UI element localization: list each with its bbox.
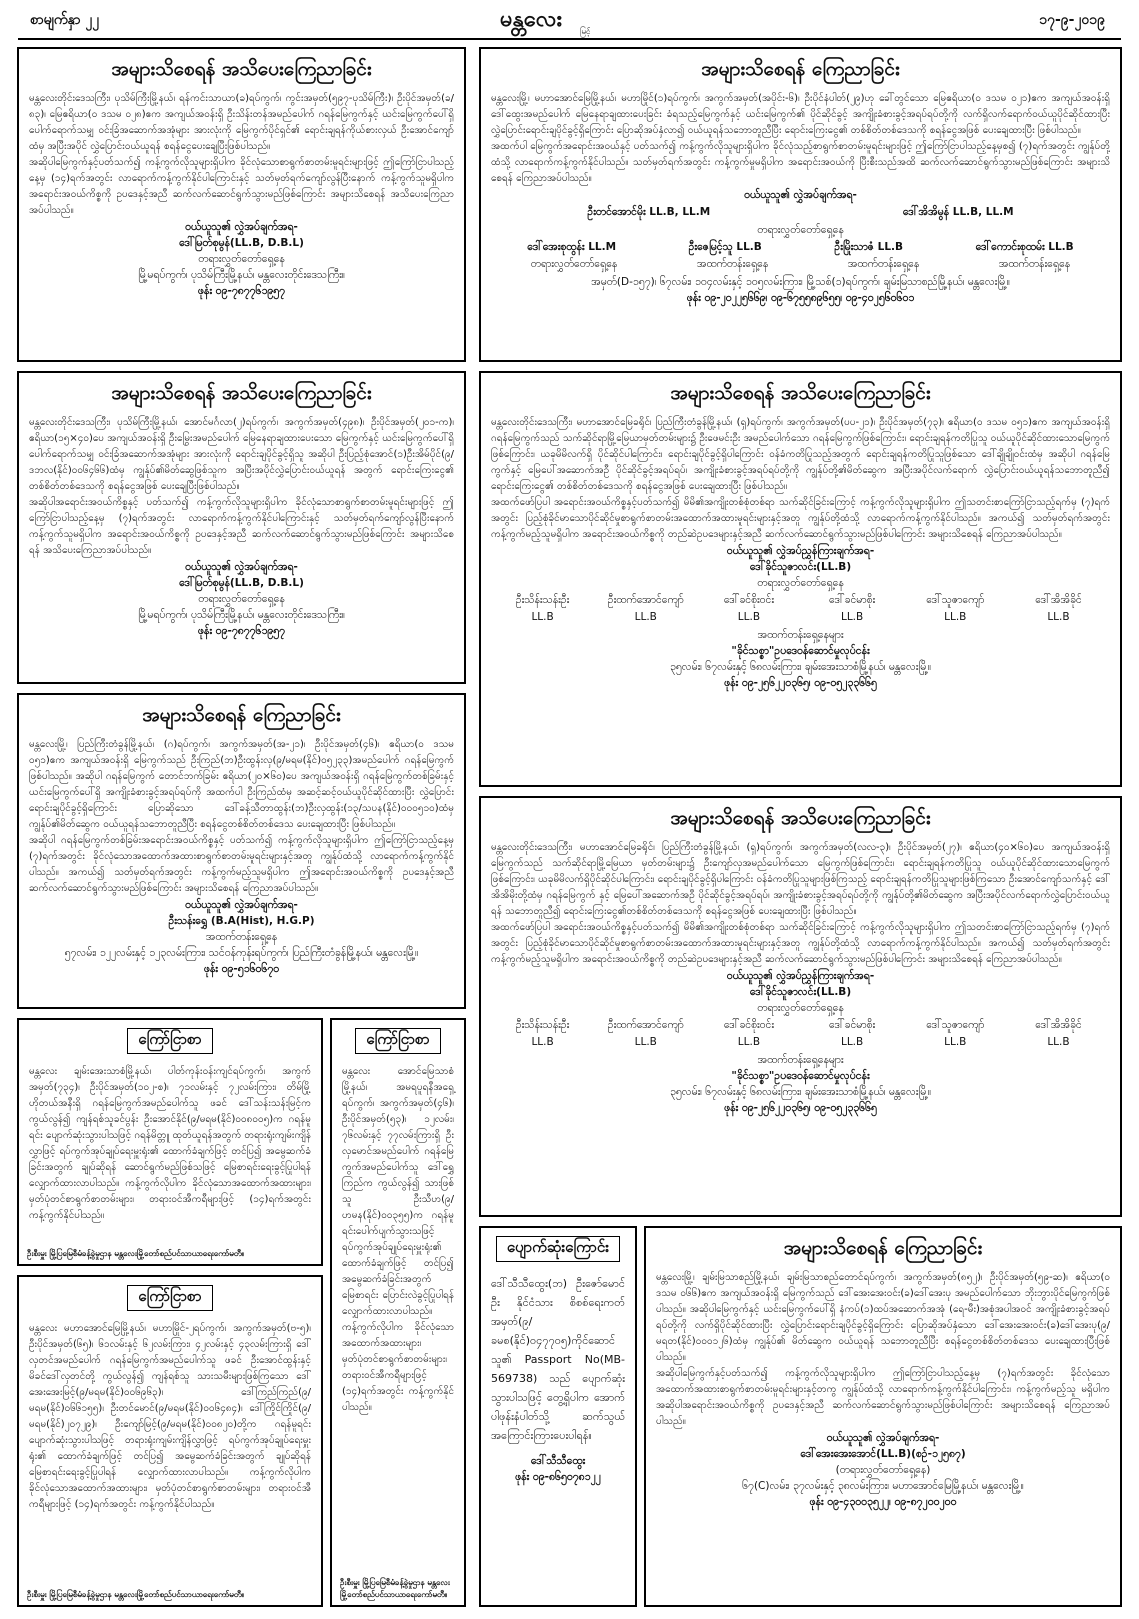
- small-notice-2: [330, 1018, 466, 1607]
- lawyer-degree: LL.B: [531, 1036, 554, 1048]
- buyer-label: ဝယ်ယူသူ၏ လွှဲအပ်ညွှန်ကြားချက်အရ-: [726, 545, 875, 557]
- lawyer-title: တရားလွှတ်တော်ရှေ့နေ: [198, 593, 285, 605]
- buyer-label: ဝယ်ယူသူ၏ လွှဲအပ်ချက်အရ-: [744, 189, 857, 201]
- notice-body-2: အဆိုပါမြေကွက်နှင့်ပတ်သက်၍ ကန့်ကွက်လိုသူများရှိပါက ခိုင်လုံသောစာရွက်စာတမ်းမူရင်းများဖြင့် ဤကြော်ငြာပါသည့်နေ့မှ (၁၄)ရက်အတွင်း လာရောက်ကန့်ကွက်နိုင်ပါကြောင်းနှင့် သတ်မှတ်ရက်ကျော်လွန်ပြီးနောက် ကန့်ကွက်သူမရှိပါက အရောင်းအဝယ်ကိစ္စကို ဥပဒေနှင့်အညီ ဆက်လက်ဆောင်ရွက်သွားမည်ဖြစ်ကြောင်း အများသိစေရန် အသိပေးကြေညာအပ်ပါသည်။: [29, 157, 454, 216]
- notice-4: [479, 371, 1122, 787]
- lawyer-name: ဒေါ်ခင်မာစိုး: [829, 594, 876, 606]
- lawyer-title: တရားလွှတ်တော်ရှေ့နေ: [530, 258, 618, 270]
- notice-footer: ဦးစီးမှူး မြို့ပြမြေစီမံခန့်ခွဲမှုဌာန မန္တလေးမြို့တော်စည်ပင်သာယာရေးကော်မတီ။: [27, 1249, 244, 1258]
- phone: ဖုန်း ၀၉-၈၆၅၀၇၈၁၂၂: [515, 1471, 601, 1483]
- buyer-label: ဝယ်ယူသူ၏ လွှဲအပ်ညွှန်ကြားချက်အရ-: [726, 970, 875, 982]
- notice-title: ကြော်ငြာစာ: [355, 1028, 440, 1054]
- phone: ဖုန်း ၀၉-၅၁၆၀၆၇၀: [203, 963, 280, 975]
- notice-title: အများသိစေရန် ကြေညာခြင်း: [783, 1237, 983, 1259]
- notice-body: မန္တလေးမြို့၊ ချမ်းမြသာစည်မြို့နယ်၊ ချမ်းမြသာစည်တောင်ရပ်ကွက်၊ အကွက်အမှတ်(၈၅၂)၊ ဦးပိုင်အမှတ်(၅၉-ဆ)၊ ဧရိယာ(၀ ဒသမ ၀၆၆)ဧက အကျယ်အဝန်းရှိ မြေကွက်သည် ဒေါ်အေးအေးဝင်း(ခ)ဒေါ်အေးပု အမည်ပေါက်သော ဘိုးဘွားပိုင်မြေကွက်ဖြစ်ပါသည်။ အဆိုပါမြေကွက်နှင့် ယင်းမြေကွက်ပေါ်ရှိ နံကပ်(၁)ထပ်အဆောက်အအုံ (ရေ-မီး)အစုံအပါအဝင် အကျိုးခံစားခွင့်အရပ်ရပ်တို့ကို လက်ရှိပိုင်ဆိုင်ထားပြီး လွှဲပြောင်းရောင်းချပိုင်ခွင့်ရှိကြောင်း ပြောဆိုအပ်နှံသော ဒေါ်အေးအေးဝင်း(ခ)ဒေါ်အေးပု(၉/မရတ(နိုင်)၀၀၀၁၂၆)ထံမှ ကျွန်ုပ်၏ မိတ်ဆွေက ဝယ်ယူရန် သဘောတူညီပြီး စရန်ငွေတစ်စိတ်တစ်ဒေသ ပေးချေထားပြီးဖြစ်ပါသည်။: [656, 1272, 1110, 1363]
- address: ၆၇(C)လမ်း၊ ၃၇လမ်းနှင့် ၃၈လမ်းကြား၊ မဟာအောင်မြေမြို့နယ်၊ မန္တလေးမြို့။: [742, 1480, 1024, 1492]
- notice-body: မန္တလေးတိုင်းဒေသကြီး၊ ပုသိမ်ကြီးမြို့နယ်၊ ရန်ကင်းသာယာ(ခ)ရပ်ကွက်၊ ကွင်းအမှတ်(၅၉၇-ပုသိမ်ကြီး)၊ ဦးပိုင်အမှတ်(ခ/၈၃)၊ မြေဧရိယာ(၀ ဒသမ ၀၂၈)ဧက အကျယ်အဝန်းရှိ ဦးသိန်းတန်အမည်ပေါက် ဂရန်မြေကွက်နှင့် ယင်းမြေကွက်ပေါ်ရှိ ပေါက်ရောက်သမျှ ဝင်းခြံအဆောက်အအုံများ အားလုံးကို မြေကွက်ပိုင်ရှင်၏ ရောင်းချရန်ကိုယ်စားလှယ် ဦးအောင်ကျော်ထံမှ အပြီးအပိုင် လွှဲပြောင်းဝယ်ယူရန် စရန်ငွေပေးချေပြီးဖြစ်ပါသည်။: [29, 93, 454, 152]
- lawyer-name: ဒေါ်ကောင်းစုထမ်း LL.B: [975, 241, 1074, 253]
- notice-5: [17, 693, 466, 1009]
- notice-title: ပျောက်ဆုံးကြောင်း: [496, 1236, 620, 1262]
- notice-title: ကြော်ငြာစာ: [127, 1285, 212, 1311]
- notice-7: [644, 1226, 1122, 1607]
- notice-6: [479, 796, 1122, 1217]
- notice-footer: ဦးစီးမှူး မြို့ပြမြေစီမံခန့်ခွဲမှုဌာန မန္တလေးမြို့တော်စည်ပင်သာယာရေးကော်မတီ။: [340, 1578, 450, 1599]
- lawyer-name: ဒေါ်ခင်မာစိုး: [829, 1019, 876, 1031]
- notice-1: [17, 47, 466, 362]
- notice-body-2: အဆိုပါမြေကွက်နှင့်ပတ်သက်၍ ကန့်ကွက်လိုသူများရှိပါက ဤကြော်ငြာပါသည့်နေ့မှ (၇)ရက်အတွင်း ခိုင်လုံသောအထောက်အထားစာရွက်စာတမ်းမူရင်းများနှင့်တကွ ကျွန်ုပ်ထံသို့ လာရောက်ကန့်ကွက်နိုင်ပါကြောင်း၊ ကန့်ကွက်မည့်သူ မရှိပါက အဆိုပါအရောင်းအဝယ်ကိစ္စကို ဥပဒေနှင့်အညီ ဆက်လက်ဆောင်ရွက်သွားမည်ဖြစ်ပါကြောင်း အများသိစေရန် ကြေညာအပ်ပါသည်။: [656, 1368, 1110, 1427]
- buyer-label: ဝယ်ယူသူ၏ လွှဲအပ်ချက်အရ-: [185, 221, 298, 233]
- lawyers-degree-row: [491, 610, 1110, 625]
- small-notice-3: [17, 1275, 323, 1607]
- owner-name: ဒေါ်သီသီထွေး: [530, 1455, 586, 1467]
- lawyers-row-2: [491, 240, 1110, 255]
- address: မြို့မရပ်ကွက်၊ ပုသိမ်ကြီးမြို့နယ်၊ မန္တလေးတိုင်းဒေသကြီး။: [138, 269, 345, 281]
- lost-notice: [479, 1226, 637, 1607]
- lawyer-degree: LL.B: [737, 611, 761, 623]
- lawyer-name: ဦးတင်အောင်မိုး LL.B, LL.M: [587, 206, 711, 218]
- notice-body-2: အဆိုပါ ဂရန်မြေကွက်တစ်ခြမ်းအရောင်းအဝယ်ကိစ္စနှင့် ပတ်သက်၍ ကန့်ကွက်လိုသူများရှိပါက ဤကြော်ငြာသည့်နေ့မှ (၇)ရက်အတွင်း ခိုင်လုံသောအထောက်အထားစာရွက်စာတမ်းမူရင်းများနှင့်အတူ ကျွန်ုပ်ထံသို့ လာရောက်ကန့်ကွက်နိုင်ပါသည်။ အကယ်၍ သတ်မှတ်ရက်အတွင်း ကန့်ကွက်မည့်သူမရှိပါက ဤအရောင်းအဝယ်ကိစ္စကို ဥပဒေနှင့်အညီ ဆက်လက်ဆောင်ရွက်သွားမည်ဖြစ်ကြောင်း အများသိစေရန် ကြေညာအပ်ပါသည်။: [29, 835, 454, 894]
- phone: ဖုန်း ၀၉-၄၃၀၀၃၅၂၂၊ ၀၉-၈၇၂၀၀၂၀၀: [809, 1496, 957, 1508]
- notice-body: မန္တလေးတိုင်းဒေသကြီး၊ ပုသိမ်ကြီးမြို့နယ်၊ အောင်မင်္ဂလာ(၂)ရပ်ကွက်၊ အကွက်အမှတ်(၄၉၈)၊ ဦးပိုင်အမှတ်(၂၀၁-က)၊ ဧရိယာ(၁၅×၄၀)ပေ အကျယ်အဝန်းရှိ ဦးမြွေးအမည်ပေါက် မြေနေရာချထားပေးသော မြေကွက်နှင့် ယင်းမြေကွက်ပေါ်ရှိ ပေါက်ရောက်သမျှ ဝင်းခြံအဆောက်အအုံများ အားလုံးကို ရောင်းချပိုင်ခွင့်ရှိသူ အဆိုပါ ဦးပြည့်စုံအောင်(၁)ဦးအိမ်ပိုင်(၉/ဒဘလ(နိုင်)၀၀၆၄၆၆)ထံမှ ကျွန်ုပ်၏မိတ်ဆွေဖြစ်သူက အပြီးအပိုင်လွှဲပြောင်းဝယ်ယူရန် အတွက် ရောင်းကြေးငွေ၏ တစ်စိတ်တစ်ဒေသကို စရန်ငွေအဖြစ် ပေးချေပြီးဖြစ်ပါသည်။: [29, 417, 454, 492]
- phone: ဖုန်း ၀၉-၇၈၇၇၆၁၉၅၇: [197, 285, 286, 297]
- lawyers-title: အထက်တန်းရှေ့နေများ: [757, 629, 844, 641]
- lawyer-degree: LL.B: [840, 611, 864, 623]
- buyer-label: ဝယ်ယူသူ၏ လွှဲအပ်ချက်အရ-: [826, 1432, 940, 1444]
- notice-body: ဒေါ်သီသီထွေး(ဘ) ဦးဇော်မောင်ဦး နိုင်ငံသား စိစစ်ရေးကတ်အမှတ်(၉/ခမစ(နိုင်)၀၄၇၇၀၅)ကိုင်ဆောင်သူ၏ Passport No(MB-569738) သည် ပျောက်ဆုံးသွားပါသဖြင့် တွေ့ရှိပါက အောက်ပါဖုန်းနံပါတ်သို့ ဆက်သွယ်အကြောင်းကြားပေးပါရန်။: [491, 1277, 625, 1442]
- lawyers-degree-row: [491, 1035, 1110, 1050]
- notice-title: အများသိစေရန် အသိပေးကြေညာခြင်း: [111, 58, 372, 80]
- lawyer-name: ဒေါ်သူဇာကျော်: [926, 594, 985, 606]
- notice-body: မန္တလေး အောင်မြေသာစံမြို့နယ်၊ အမရပူရနီအရှေ့ရပ်ကွက်၊ အကွက်အမှတ်(၄၆)၊ ဦးပိုင်အမှတ်(၅၃)၊ ၁၂လမ်း၊ ၇၆လမ်းနှင့် ၇၇လမ်းကြားရှိ ဦးလှမောင်အမည်ပေါက် ဂရန်မြေကွက်အမည်ပေါက်သူ ဒေါ်ရွှေကြည်က ကွယ်လွန်၍ သားဖြစ်သူ ဦးသီဟ(၉/ဟမန(နိုင်)၀၀၃၅၅)က ဂရန်မူရင်းပေါက်ပျက်သွားသဖြင့် ရပ်ကွက်အုပ်ချုပ်ရေးမှူးရုံး၏ ထောက်ခံချက်ဖြင့် တင်ပြ၍ အမွေဆက်ခံခြင်းအတွက် မြေစာရင်း ပြောင်းလဲခွင့်ပြုပါရန် လျှောက်ထားလာပါသည်။ ကန့်ကွက်လိုပါက ခိုင်လုံသောအထောက်အထားများ၊ မှတ်ပုံတင်စာရွက်စာတမ်းများ၊ တရားဝင်အီကရီများဖြင့် (၁၄)ရက်အတွင်း ကန့်ကွက်နိုင်ပါသည်။: [342, 1066, 454, 1413]
- phone: ဖုန်း ၀၉-၂၅၆၂၂၀၃၆၅၊ ၀၉-၀၅၂၃၃၆၆၅: [724, 677, 877, 689]
- lawyer-name: ဦးဇေမြင့်သူ LL.B: [688, 241, 762, 253]
- notice-title: အများသိစေရန် အသိပေးကြေညာခြင်း: [670, 807, 931, 829]
- lawyers-row-1: [491, 205, 1110, 220]
- lawyer-name: ဦးထက်အောင်ကျော်: [607, 594, 684, 606]
- notice-title: ကြော်ငြာစာ: [127, 1028, 212, 1054]
- lawyer-title: အထက်တန်းရှေ့နေ: [205, 931, 278, 943]
- lawyer-name: ဦးသိန်းသန်းဦး: [515, 594, 570, 606]
- lawyer-title: အထက်တန်းရှေ့နေ: [998, 258, 1071, 270]
- office-name: "ခိုင်သစ္စာ"ဥပဒေဝန်ဆောင်မှုလုပ်ငန်း: [731, 1070, 870, 1082]
- office-name: "ခိုင်သစ္စာ"ဥပဒေဝန်ဆောင်မှုလုပ်ငန်း: [731, 645, 870, 657]
- lawyer-name: ဒေါ်အေးစုထွန်း LL.M: [527, 241, 617, 253]
- lawyer-name: ဒေါ်ခင်စိုးဝင်း: [723, 594, 775, 606]
- header-rule: [18, 38, 1121, 40]
- lawyers-row-2-titles: [491, 257, 1110, 272]
- newspaper-logo-sub: မြင့်: [580, 27, 591, 36]
- notice-title: အများသိစေရန် အသိပေးကြေညာခြင်း: [670, 382, 931, 404]
- page-header: [0, 0, 1139, 40]
- lawyer-name: ဒေါ်မြတ်စုမွန်(LL.B, D.B.L): [179, 577, 304, 589]
- lawyer-name: ဒေါ်အိအိခိုင်: [1035, 594, 1082, 606]
- lawyer-degree: LL.B: [944, 1036, 967, 1048]
- address: အမှတ်(D-၁၅၇)၊ ၆၇လမ်း၊ ၁၀၄လမ်းနှင့် ၁၀၅လမ်းကြား၊ မြို့သစ်(၁)ရပ်ကွက်၊ ချမ်းမြသာစည်မြို့နယ်၊ မန္တလေးမြို့။: [591, 276, 1010, 288]
- notice-body: မန္တလေးတိုင်းဒေသကြီး၊ မဟာအောင်မြေခရိုင်၊ ပြည်ကြီးတံခွန်မြို့နယ်၊ (ရှ)ရပ်ကွက်၊ အကွက်အမှတ်(ပပ-၂၁)၊ ဦးပိုင်အမှတ်(၇၃)၊ ဧရိယာ(၀ ဒသမ ၀၅၁)ဧက အကျယ်အဝန်းရှိ ဂရန်မြေကွက်သည် သက်ဆိုင်ရာမြို့မြေယာမှတ်တမ်းများ၌ ဦးဖေမင်းဦး အမည်ပေါက်သော ဂရန်မြေကွက်ဖြစ်ကြောင်း၊ ရောင်းချရန်ကတိပြုသူ ဝယ်ယူပိုင်ဆိုင်ထားသောမြေကွက်ဖြစ်ကြောင်း၊ ယခုမိမိလက်ရှိ ပိုင်ဆိုင်ပါကြောင်း၊ ရောင်းချပိုင်ခွင့်ရှိပါကြောင်း ဝန်ခံကတိပြုသည့်အတွက် ရောင်းချရန်ကတိပြုသူဖြစ်သော ဒေါ်ချိုချိုဝင်းထံမှ အဆိုပါ ဂရန်မြေကွက်နှင့် မြေပေါ်အဆောက်အဦ ပိုင်ဆိုင်ခွင့်အရပ်ရပ်၊ အကျိုးခံစားခွင့်အရပ်ရပ်တို့ကို ကျွန်ုပ်တို့၏မိတ်ဆွေက အပြီးအပိုင်လက်ရောက် လွှဲပြောင်းဝယ်ယူရန်သဘောတူညီ၍ ရောင်းကြေးငွေ၏ တစ်စိတ်တစ်ဒေသကို စရန်ငွေအဖြစ် ပေးချေထားပြီး ဖြစ်ပါသည်။: [491, 417, 1110, 492]
- lead-lawyer: ဒေါ်ခိုင်သူဇာလင်း(LL.B): [749, 561, 852, 573]
- lawyer-name: ဒေါ်အိအိမွန် LL.B, LL.M: [902, 206, 1014, 218]
- lawyer-degree: LL.B: [840, 1036, 864, 1048]
- lawyer-title: အထက်တန်းရှေ့နေ: [847, 258, 920, 270]
- lawyer-name: ဒေါ်မြတ်စုမွန်(LL.B, D.B.L): [179, 237, 304, 249]
- lawyer-degree: LL.B: [1047, 611, 1070, 623]
- lawyer-title: တရားလွှတ်တော်ရှေ့နေ: [757, 224, 844, 236]
- phone: ဖုန်း ၀၉-၂၅၆၂၂၀၃၆၅၊ ၀၉-၀၅၂၃၃၆၆၅: [724, 1102, 877, 1114]
- lawyer-title: အထက်တန်းရှေ့နေ: [696, 258, 769, 270]
- small-notice-1: [17, 1018, 323, 1266]
- notice-footer: ဦးစီးမှူး မြို့ပြမြေစီမံခန့်ခွဲမှုဌာန မန္တလေးမြို့တော်စည်ပင်သာယာရေးကော်မတီ။: [27, 1590, 244, 1599]
- phone: ဖုန်း ၀၉-၇၈၇၇၆၁၉၅၇: [197, 625, 286, 637]
- notice-body: မန္တလေးမြို့၊ မဟာအောင်မြေမြို့နယ်၊ မဟာမြိုင်(၁)ရပ်ကွက်၊ အကွက်အမှတ်(အပိုင်း-၆)၊ ဦးပိုင်နံပါတ်(၂၉)ဟု ခေါ်တွင်သော မြေဧရိယာ(၀ ဒသမ ၀၂၁)ဧက အကျယ်အဝန်းရှိ ဒေါ်ထွေးအမည်ပေါက် မြေနေရာချထားပေးခြင်း ခံရသည့်မြေကွက်နှင့် ယင်းမြေကွက်၏ ပိုင်ဆိုင်ခွင့် အကျိုးခံစားခွင့်အရပ်ရပ်တို့ကို လက်ရှိလက်ရောက်ဝယ်ယူပိုင်ဆိုင်ထားပြီး လွှဲပြောင်းရောင်းချပိုင်ခွင့်ရှိကြောင်း ပြောဆိုအပ်နှံလာ၍ ဝယ်ယူရန်သဘောတူညီပြီး ရောင်းကြေးငွေ၏ တစ်စိတ်တစ်ဒေသကို စရန်ငွေအဖြစ် ပေးချေထားပြီး ဖြစ်ပါသည်။: [491, 93, 1110, 136]
- lawyer-title: တရားလွှတ်တော်ရှေ့နေ: [198, 253, 285, 265]
- lawyers-title: အထက်တန်းရှေ့နေများ: [757, 1054, 844, 1066]
- notice-body: မန္တလေး မဟာအောင်မြေမြို့နယ်၊ မဟာမြိုင်-၂ရပ်ကွက်၊ အကွက်အမှတ်(ဗ-၅)၊ ဦးပိုင်အမှတ်(၆၅)၊ ၆၁လမ်းနှင့် ၆၂လမ်းကြား၊ ၄၂လမ်းနှင့် ၄၃လမ်းကြားရှိ ဒေါ်လှတင်အမည်ပေါက် ဂရန်မြေကွက်အမည်ပေါက်သူ ဖခင် ဦးအောင်ထွန်းနှင့် မိခင်ဒေါ်လှတင်တို့ ကွယ်လွန်၍ ကျန်ရစ်သူ သားသမီးများဖြစ်ကြသော ဒေါ်အေးအေးမြင့်(၉/မရမ(နိုင်)၀၀၆၉၆၃)၊ ဒေါ်ကြည်ကြည်(၉/မရမ(နိုင်)၀၆၆၁၅၅)၊ ဦးတင်မောင်(၉/မရမ(နိုင်)၀၀၆၄၈၄)၊ ဒေါ်ကြိုင်ကြိုင်(၉/မရမ(နိုင်)၂၀၇၂၉)၊ ဦးကျော်မြင့်(၉/မရမ(နိုင်)၀၀၈၂၀)တို့က ဂရန်မူရင်း ပျောက်ဆုံးသွားပါသဖြင့် တရားရုံးကျမ်းကျိန်လွှာဖြင့် ရပ်ကွက်အုပ်ချုပ်ရေးမှူးရုံး၏ ထောက်ခံချက်ဖြင့် တင်ပြ၍ အမွေဆက်ခံခြင်းအတွက် ချုပ်ဆိုရန် မြေစာရင်းရေးခွင့်ပြုပါရန် လျှောက်ထားလာပါသည်။ ကန့်ကွက်လိုပါက ခိုင်လုံသောအထောက်အထားများ၊ မှတ်ပုံတင်စာရွက်စာတမ်းများ၊ တရားဝင်အီကရီများဖြင့် (၁၄)ရက်အတွင်း ကန့်ကွက်နိုင်ပါသည်။: [29, 1323, 311, 1510]
- notice-title: အများသိစေရန် ကြေညာခြင်း: [142, 704, 341, 726]
- lead-lawyer-title: တရားလွှတ်တော်ရှေ့နေ: [757, 1002, 844, 1014]
- lawyer-degree: LL.B: [944, 611, 967, 623]
- lawyer-name: ဒေါ်ခင်စိုးဝင်း: [723, 1019, 775, 1031]
- lawyers-row: [491, 1018, 1110, 1033]
- buyer-label: ဝယ်ယူသူ၏ လွှဲအပ်ချက်အရ-: [185, 561, 298, 573]
- buyer-label: ဝယ်ယူသူ၏ လွှဲအပ်ချက်အရ-: [185, 899, 298, 911]
- lead-lawyer: ဒေါ်ခိုင်သူဇာလင်း(LL.B): [749, 986, 852, 998]
- lawyer-name: ဦးမြိုးသာဇံ LL.B: [834, 241, 904, 253]
- lawyer-name: ဦးသိန်းသန်းဦး: [515, 1019, 570, 1031]
- notice-title: အများသိစေရန် ကြေညာခြင်း: [701, 58, 900, 80]
- newspaper-logo: မန္တလေး: [500, 6, 563, 32]
- address: ၃၅လမ်း၊ ၆၇လမ်းနှင့် ၆၈လမ်းကြား၊ ချမ်းအေးသာစံမြို့နယ်၊ မန္တလေးမြို့။: [669, 1086, 932, 1098]
- issue-date: ၁၇-၉-၂၀၁၉: [1039, 12, 1105, 28]
- lawyer-title: (တရားလွှတ်တော်ရှေ့နေ): [835, 1464, 931, 1476]
- address: ၅၇လမ်း၊ ၁၂၂လမ်းနှင့် ၁၂၃လမ်းကြား၊ သင်ဝန်ကုန်းရပ်ကွက်၊ ပြည်ကြီးတံခွန်မြို့နယ်၊ မန္တလေးမြို့။: [64, 947, 419, 959]
- lawyer-name: ဒေါ်အိအိခိုင်: [1035, 1019, 1082, 1031]
- notice-body: မန္တလေး ချမ်းအေးသာစံမြို့နယ်၊ ပါတ်ကုန်းဝန်းကျင်ရပ်ကွက်၊ အကွက်အမှတ်(၇၃၄)၊ ဦးပိုင်အမှတ်(၁၀၂-စ)၊ ၇၁လမ်းနှင့် ၇၂လမ်းကြား၊ တိမ်မြို့ဟိုတယ်အနီးရှိ ဂရန်မြေကွက်အမည်ပေါက်သူ ဖခင် ဒေါ်သန်းသန်းမြင့်က ကွယ်လွန်၍ ကျန်ရစ်သူခင်ပွန်း ဦးအောင်နိုင်(၉/မရမ(နိုင်)၀၀၈၀၀၅)က ဂရန်မူရင်း ပျောက်ဆုံးသွားပါသဖြင့် ဂရန်မိတ္တူ ထုတ်ယူရန်အတွက် တရားရုံးကျမ်းကျိန်လွှာဖြင့် ရပ်ကွက်အုပ်ချုပ်ရေးမှူးရုံး၏ ထောက်ခံချက်ဖြင့် တင်ပြ၍ အမွေဆက်ခံခြင်းအတွက် ချုပ်ဆိုရန် ဆောင်ရွက်မည်ဖြစ်သဖြင့် မြေစာရင်းရေးခွင့်ပြုပါရန် လျှောက်ထားလာပါသည်။ ကန့်ကွက်လိုပါက ခိုင်လုံသောအထောက်အထားများ၊ မှတ်ပုံတင်စာရွက်စာတမ်းများ၊ တရားဝင်အီကရီများဖြင့် (၁၄)ရက်အတွင်း ကန့်ကွက်နိုင်ပါသည်။: [29, 1066, 311, 1221]
- notice-3: [17, 371, 466, 684]
- lawyer-degree: LL.B: [634, 611, 657, 623]
- lawyer-name: ဦးထက်အောင်ကျော်: [607, 1019, 684, 1031]
- notice-2: [479, 47, 1122, 362]
- lawyer-degree: LL.B: [737, 1036, 761, 1048]
- lawyers-row: [491, 593, 1110, 608]
- page-number: စာမျက်နှာ ၂၂: [30, 12, 100, 28]
- lawyer-name: ဦးသန်းရွှေ (B.A(Hist), H.G.P): [168, 915, 315, 927]
- notice-body-2: အထက်ဖော်ပြပါ အရောင်းအဝယ်ကိစ္စနှင့်ပတ်သက်၍ မိမိ၏အကျိုးတစ်စုံတစ်ရာ သက်ဆိုင်ခြင်းကြောင့် ကန့်ကွက်လိုသူများရှိပါက ဤသတင်းစာကြော်ငြာသည့်ရက်မှ (၇)ရက်အတွင်း ပြည့်စုံခိုင်မာသောပိုင်ဆိုင်မှုစာရွက်စာတမ်းအထောက်အထားမူရင်းများနှင့်အတူ ကျွန်ုပ်တို့ထံသို့ လာရောက်ကန့်ကွက်နိုင်ပါသည်။ အကယ်၍ သတ်မှတ်ရက်အတွင်း ကန့်ကွက်မည့်သူမရှိပါက အရောင်းအဝယ်ကိစ္စကို တည်ဆဲဥပဒေများနှင့်အညီ ဆက်လက်ဆောင်ရွက်သွားမည်ဖြစ်ပါကြောင်း အများသိစေရန် ကြေညာအပ်ပါသည်။: [491, 497, 1110, 540]
- phone: ဖုန်း ၀၉-၂၀၂၂၅၆၆၉၊ ၀၉-၆၇၅၅၈၉၆၅၅၊ ၀၉-၄၀၂၅၆၀၆၀၁: [686, 292, 915, 304]
- notice-body-2: အဆိုပါအရောင်းအဝယ်ကိစ္စနှင့် ပတ်သက်၍ ကန့်ကွက်လိုသူများရှိပါက ခိုင်လုံသောစာရွက်စာတမ်းမူရင်းများဖြင့် ဤကြော်ငြာပါသည့်နေ့မှ (၇)ရက်အတွင်း လာရောက်ကန့်ကွက်နိုင်ပါကြောင်းနှင့် သတ်မှတ်ရက်ကျော်လွန်ပြီးနောက် ကန့်ကွက်သူမရှိပါက အရောင်းအဝယ်ကိစ္စကို ဥပဒေနှင့်အညီ ဆက်လက်ဆောင်ရွက်သွားမည်ဖြစ်ကြောင်း အများသိစေရန် အသိပေးကြေညာအပ်ပါသည်။: [29, 497, 454, 556]
- lawyer-degree: LL.B: [634, 1036, 657, 1048]
- lawyer-name: ဒေါ်သူဇာကျော်: [926, 1019, 985, 1031]
- lawyer-degree: LL.B: [531, 611, 554, 623]
- notice-body: မန္တလေးမြို့၊ ပြည်ကြီးတံခွန်မြို့နယ်၊ (ဂ)ရပ်ကွက်၊ အကွက်အမှတ်(အ-၂၁)၊ ဦးပိုင်အမှတ်(၄၆)၊ ဧရိယာ(၀ ဒသမ ၀၅၁)ဧက အကျယ်အဝန်းရှိ မြေကွက်သည် ဦးကြည်(ဘ)ဦးထွန်းလှ(၉/မရမ(နိုင်)၀၅၂၃၃)အမည်ပေါက် ဂရန်မြေကွက်ဖြစ်ပါသည်။ အဆိုပါ ဂရန်မြေကွက် တောင်ဘက်ခြမ်း ဧရိယာ(၂၀×၆၀)ပေ အကျယ်အဝန်းရှိ ဂရန်မြေကွက်တစ်ခြမ်းနှင့် ယင်းမြေကွက်ပေါ်ရှိ အကျိုးခံစားခွင့်အရပ်ရပ်ကို အထက်ပါ ဦးကြည်ထံမှ အဆင့်ဆင့်ဝယ်ယူပိုင်ဆိုင်ထားပြီး လွှဲပြောင်းရောင်းချပိုင်ခွင့်ရှိကြောင်း ပြောဆိုသော ဒေါ်ခန့်သီတာထွန်း(ဘ)ဦးလှထွန်း(၁၃/သပန(နိုင်)၀၀၀၅၁၀)ထံမှ ကျွန်ုပ်၏မိတ်ဆွေက ဝယ်ယူရန်သဘောတူညီပြီး စရန်ငွေတစ်စိတ်တစ်ဒေသ ပေးချေထားပြီး ဖြစ်ပါသည်။: [29, 739, 454, 830]
- notice-body: မန္တလေးတိုင်းဒေသကြီး၊ မဟာအောင်မြေခရိုင်၊ ပြည်ကြီးတံခွန်မြို့နယ်၊ (ရှ)ရပ်ကွက်၊ အကွက်အမှတ်(လလ-၃)၊ ဦးပိုင်အမှတ်(၂၇)၊ ဧရိယာ(၄၀×၆၀)ပေ အကျယ်အဝန်းရှိ မြေကွက်သည် သက်ဆိုင်ရာမြို့မြေယာ မှတ်တမ်းများ၌ ဦးကျော်လှအမည်ပေါက်သော မြေကွက်ဖြစ်ကြောင်း၊ ရောင်းချရန်ကတိပြုသူ ဝယ်ယူပိုင်ဆိုင်ထားသောမြေကွက်ဖြစ်ကြောင်း၊ ယခုမိမိလက်ရှိပိုင်ဆိုင်ပါကြောင်း၊ ရောင်းချပိုင်ခွင့်ရှိပါကြောင်း ဝန်ခံကတိပြုသူများဖြစ်ကြသည့် ရောင်းချရန်ကတိပြုသူများဖြစ်ကြသော ဦးအောင်ကျော်သက်နှင့် ဒေါ်အိအိမိုးတို့ထံမှ ဂရန်မြေကွက် နှင့် မြေပေါ်အဆောက်အဦ ပိုင်ဆိုင်ခွင့်အရပ်ရပ်၊ အကျိုးခံစားခွင့်အရပ်ရပ်တို့ကို ကျွန်ုပ်တို့၏မိတ်ဆွေက အပြီးအပိုင်လက်ရောက်လွှဲပြောင်းဝယ်ယူရန် သဘောတူညီ၍ ရောင်းကြေးငွေ၏တစ်စိတ်တစ်ဒေသကို စရန်ငွေအဖြစ် ပေးချေထားပြီး ဖြစ်ပါသည်။: [491, 842, 1110, 917]
- lawyer-degree: LL.B: [1047, 1036, 1070, 1048]
- notice-title: အများသိစေရန် အသိပေးကြေညာခြင်း: [111, 382, 372, 404]
- address: မြို့မရပ်ကွက်၊ ပုသိမ်ကြီးမြို့နယ်၊ မန္တလေးတိုင်းဒေသကြီး။: [138, 609, 345, 621]
- address: ၃၅လမ်း၊ ၆၇လမ်းနှင့် ၆၈လမ်းကြား၊ ချမ်းအေးသာစံမြို့နယ်၊ မန္တလေးမြို့။: [669, 661, 932, 673]
- lead-lawyer-title: တရားလွှတ်တော်ရှေ့နေ: [757, 577, 844, 589]
- notice-body-2: အထက်ဖော်ပြပါ အရောင်းအဝယ်ကိစ္စနှင့်ပတ်သက်၍ မိမိ၏အကျိုးတစ်စုံတစ်ရာ သက်ဆိုင်ခြင်းကြောင့် ကန့်ကွက်လိုသူများရှိပါက ဤသတင်းစာကြော်ငြာသည့်ရက်မှ (၇)ရက်အတွင်း ပြည့်စုံခိုင်မာသောပိုင်ဆိုင်မှုစာရွက်စာတမ်းအထောက်အထားမူရင်းများနှင့်အတူ ကျွန်ုပ်တို့ထံသို့ လာရောက်ကန့်ကွက်နိုင်ပါသည်။ အကယ်၍ သတ်မှတ်ရက်အတွင်း ကန့်ကွက်မည့်သူမရှိပါက အရောင်းအဝယ်ကိစ္စကို တည်ဆဲဥပဒေများနှင့်အညီ ဆက်လက်ဆောင်ရွက်သွားမည်ဖြစ်ပါကြောင်း အများသိစေရန် ကြေညာအပ်ပါသည်။: [491, 922, 1110, 965]
- lawyer-name: ဒေါ်အေးအေးအောင်(LL.B)(စဉ်-၁၂၅၈၇): [800, 1448, 966, 1460]
- notice-body-2: အထက်ပါ မြေကွက်အရောင်းအဝယ်နှင့် ပတ်သက်၍ ကန့်ကွက်လိုသူများရှိပါက ခိုင်လုံသည့်စာရွက်စာတမ်းမူရင်းများဖြင့် ဤကြော်ငြာပါသည့်နေ့မှစ၍ (၇)ရက်အတွင်း ကျွန်ုပ်တို့ထံသို့ လာရောက်ကန့်ကွက်နိုင်ပါသည်။ သတ်မှတ်ရက်အတွင်း ကန့်ကွက်မှုမရှိပါက အရောင်းအဝယ်ကို ပြီးစီးသည်အထိ ဆက်လက်ဆောင်ရွက်သွားမည်ဖြစ်ကြောင်း အများသိစေရန် ကြေညာအပ်ပါသည်။: [491, 141, 1110, 184]
